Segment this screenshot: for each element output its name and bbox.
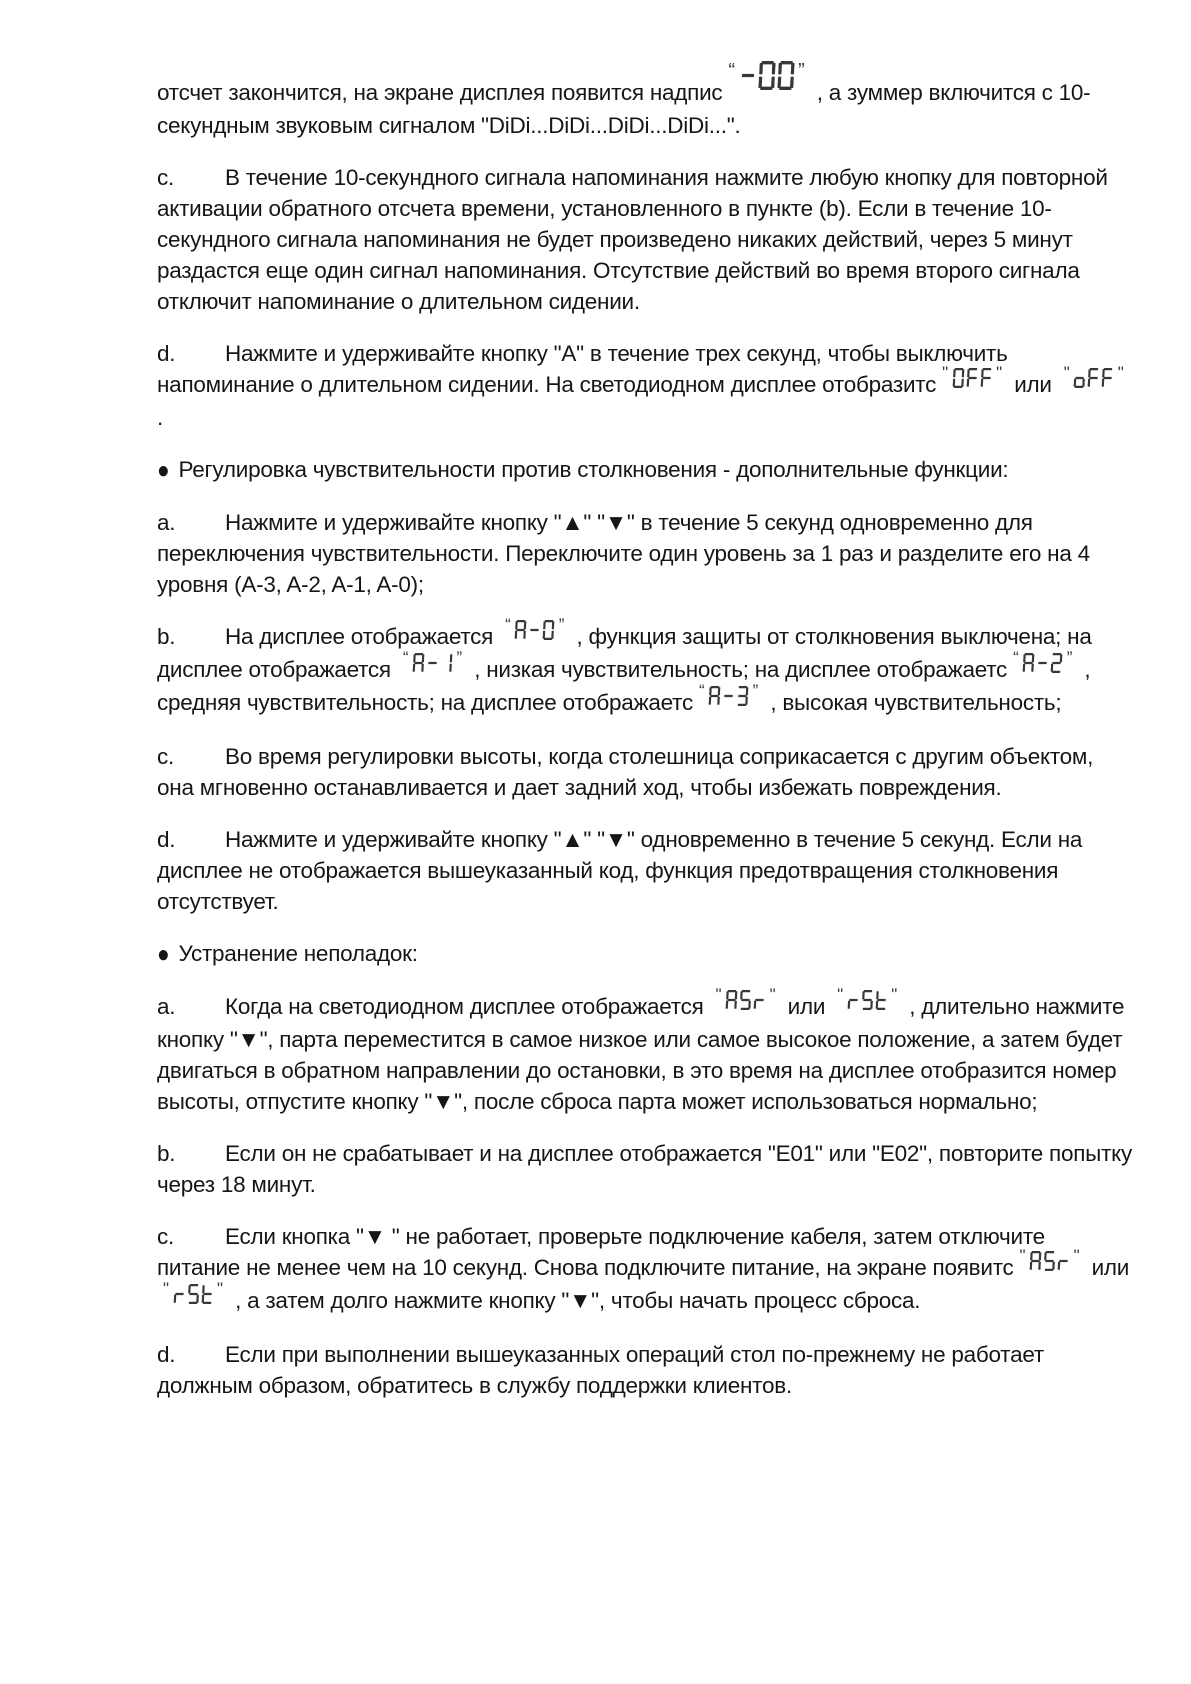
text-run: Регулировка чувствительности против столкновения - дополнительные функции: [178, 457, 1009, 482]
led-display [834, 984, 900, 1017]
text-run: , а затем долго нажмите кнопку "▼", чтобы начать процесс сброса. [229, 1288, 921, 1313]
quote-mark: " [837, 985, 844, 1004]
text-run: , низкая чувствительность; на дисплее отображаетс [468, 657, 1008, 682]
quote-mark: " [769, 985, 776, 1004]
seven-segment-char [441, 653, 453, 673]
quote-mark: ” [1066, 648, 1073, 667]
led-display [1010, 647, 1075, 680]
led-display [502, 614, 567, 647]
seven-segment-char [1030, 1251, 1042, 1271]
list-marker: a. [157, 994, 176, 1019]
quote-mark: " [1117, 363, 1124, 382]
led-display [1017, 1245, 1083, 1278]
quote-mark: " [891, 985, 898, 1004]
list-marker: a. [157, 510, 176, 535]
seven-segment-char [413, 653, 425, 673]
text-run: или [1008, 372, 1058, 397]
seven-segment-char [754, 990, 766, 1010]
seven-segment-char [709, 686, 721, 706]
text-run: . [157, 405, 164, 430]
bullet-icon: ● [157, 941, 170, 968]
seven-segment-char [1044, 1251, 1056, 1271]
list-item [157, 1339, 1133, 1401]
quote-mark: ” [752, 681, 759, 700]
quote-mark: " [1073, 1246, 1080, 1265]
text-run: , функция защиты от столкновения выключена; на дисплее отображается [157, 624, 1092, 682]
seven-segment-char [515, 620, 527, 640]
seven-segment-char [966, 368, 978, 388]
seven-segment-char [861, 990, 873, 1010]
text-run: Во время регулировки высоты, когда столешница соприкасается с другим объектом, она мгновенно останавливается и дает задний ход, чтобы избежать повреждения. [157, 744, 1094, 800]
seven-segment-char [777, 61, 795, 90]
list-item [157, 162, 1133, 317]
seven-segment-char [758, 61, 776, 90]
list-item [157, 824, 1133, 917]
list-item [157, 1221, 1133, 1318]
text-run: Устранение неполадок: [178, 941, 418, 966]
list-item [157, 985, 1133, 1117]
list-marker: c. [157, 1224, 175, 1249]
text-run: Если при выполнении вышеуказанных операций стол по-прежнему не работает должным образом, обратитесь в службу поддержки клиентов. [157, 1342, 1044, 1398]
quote-mark: " [163, 1279, 170, 1298]
quote-mark: “ [505, 615, 511, 634]
list-item [157, 1138, 1133, 1200]
text-run: В течение 10-секундного сигнала напоминания нажмите любую кнопку для повторной активации обратного отсчета времени, установленного в пункте (b). Если в течение 10-секундного сигнала напоминания не будет произведено никаких действий, через 5 минут раздастся еще один сигнал напоминания. Отсутствие действий во время второго сигнала отключит напоминание о длительном сидении. [157, 165, 1108, 314]
quote-mark: " [1063, 363, 1070, 382]
seven-segment-char [1023, 653, 1035, 673]
text-run: Нажмите и удерживайте кнопку "▲" "▼" в течение 5 секунд одновременно для переключения чувствительности. Переключите один уровень за 1 раз и разделите его на 4 уровня (A-3, A-2, A-1, A-0); [157, 510, 1090, 597]
list-marker: b. [157, 1141, 176, 1166]
seven-segment-char [1037, 653, 1049, 673]
quote-mark: “ [1013, 648, 1019, 667]
seven-segment-char [1074, 368, 1086, 388]
list-marker: b. [157, 624, 176, 649]
list-item [157, 741, 1133, 803]
quote-mark: ” [798, 60, 805, 82]
text-run: , длительно нажмите кнопку "▼", парта переместится в самое низкое или самое высокое положение, а затем будет двигаться в обратном направлении до остановки, в это время на дисплее отобразится номер высоты, отпустите кнопку "▼", после сброса парта может использоваться нормально; [157, 994, 1125, 1114]
led-display [400, 647, 465, 680]
text-run: , а зуммер включится с 10-секундным звуковым сигналом "DiDi...DiDi...DiDi...DiDi...". [157, 80, 1091, 138]
list-marker: d. [157, 827, 176, 852]
section-heading [157, 454, 1133, 486]
text-run: На дисплее отображается [225, 624, 500, 649]
seven-segment-char [847, 990, 859, 1010]
seven-segment-char [1058, 1251, 1070, 1271]
seven-segment-char [543, 620, 555, 640]
list-marker: d. [157, 341, 176, 366]
quote-mark: " [217, 1279, 224, 1298]
paragraph [157, 60, 1133, 141]
quote-mark: " [715, 985, 722, 1004]
quote-mark: “ [698, 681, 705, 700]
text-run: Нажмите и удерживайте кнопку "A" в течение трех секунд, чтобы выключить напоминание о длительном сидении. На светодиодном дисплее отобразитс [157, 341, 1008, 397]
quote-mark: ” [456, 648, 463, 667]
led-display [160, 1278, 226, 1311]
list-item [157, 338, 1133, 433]
seven-segment-char [427, 653, 439, 673]
led-display [696, 680, 761, 713]
quote-mark: ” [558, 615, 565, 634]
seven-segment-char [529, 620, 541, 640]
led-display [725, 61, 807, 97]
section-heading [157, 938, 1133, 970]
seven-segment-char [723, 686, 735, 706]
seven-segment-char [201, 1284, 213, 1304]
seven-segment-char [1088, 368, 1100, 388]
quote-mark: “ [402, 648, 409, 667]
led-display [939, 362, 1005, 395]
seven-segment-char [1051, 653, 1063, 673]
seven-segment-char [875, 990, 887, 1010]
text-run: отсчет закончится, на экране дисплея появится надпис [157, 80, 723, 105]
text-run: Если кнопка "▼ " не работает, проверьте подключение кабеля, затем отключите питание не менее чем на 10 секунд. Снова подключите питание, на экране появитс [157, 1224, 1045, 1280]
list-marker: c. [157, 744, 175, 769]
seven-segment-char [726, 990, 738, 1010]
quote-mark: “ [728, 60, 736, 82]
seven-segment-char [737, 686, 749, 706]
seven-segment-char [740, 990, 752, 1010]
quote-mark: " [1019, 1246, 1026, 1265]
list-marker: d. [157, 1342, 176, 1367]
seven-segment-char [1102, 368, 1114, 388]
text-run: или [1085, 1255, 1130, 1280]
seven-segment-char [952, 368, 964, 388]
quote-mark: " [942, 363, 949, 382]
list-marker: c. [157, 165, 175, 190]
text-run: Когда на светодиодном дисплее отображается [225, 994, 710, 1019]
text-run: Нажмите и удерживайте кнопку "▲" "▼" одновременно в течение 5 секунд. Если на дисплее не отображается вышеуказанный код, функция предотвращения столкновения отсутствует. [157, 827, 1083, 914]
list-item [157, 615, 1133, 720]
text-run: , высокая чувствительность; [764, 690, 1062, 715]
list-item [157, 507, 1133, 600]
seven-segment-char [187, 1284, 199, 1304]
seven-segment-char [173, 1284, 185, 1304]
led-display [1061, 362, 1127, 395]
quote-mark: " [996, 363, 1003, 382]
bullet-icon: ● [157, 457, 170, 484]
text-run: или [781, 994, 832, 1019]
text-run: , средняя чувствительность; на дисплее отображаетс [157, 657, 1091, 715]
seven-segment-char [739, 61, 757, 90]
led-display [713, 984, 779, 1017]
text-run: Если он не срабатывает и на дисплее отображается "E01" или "E02", повторите попытку через 18 минут. [157, 1141, 1132, 1197]
seven-segment-char [980, 368, 992, 388]
